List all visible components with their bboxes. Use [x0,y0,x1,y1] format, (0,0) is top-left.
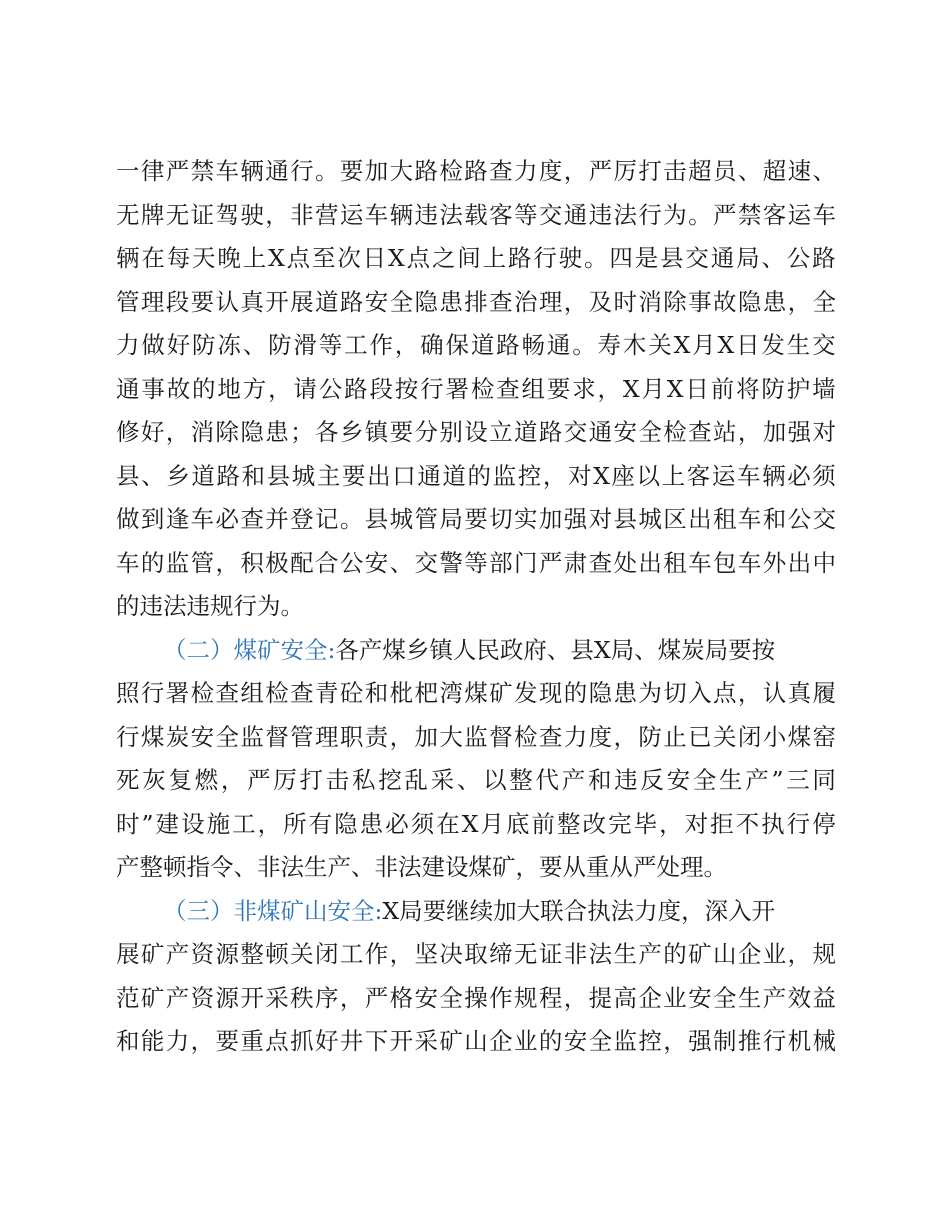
text-line: 产整顿指令、非法生产、非法建设煤矿，要从重从严处理。 [116,853,727,881]
text-line: 一 律 严 禁 车 辆 通 行 。 要 加 大 路 检 路 查 力 度 ， 严 厉 打 击 超 员 、 超 速 、 [116,157,836,185]
text-line: 修 好 ， 消 除 隐 患 ； 各 乡 镇 要 分 别 设 立 道 路 交 通 安 全 检 查 站 ， 加 强 对 [116,418,836,446]
text-line: 辆 在 每 天 晚 上 X 点 至 次 日 X 点 之 间 上 路 行 驶 。 四 是 县 交 通 局 、 公 路 [116,244,836,272]
text-span: X局要继续加大联合执法力度，深入开 [382,896,776,925]
text-line [116,890,836,934]
text-line: 的违法违规行为。 [116,592,304,620]
text-line: 照 行 署 检 查 组 检 查 青 砼 和 枇 杷 湾 煤 矿 发 现 的 隐 患 为 切 入 点 ， 认 真 履 [116,679,836,707]
text-line: 时 ” 建 设 施 工 ， 所 有 隐 患 必 须 在 X 月 底 前 整 改 完 毕 ， 对 拒 不 执 行 停 [116,809,836,838]
text-line: 车 的 监 管 ， 积 极 配 合 公 安 、 交 警 等 部 门 严 肃 查 处 出 租 车 包 车 外 出 中 [116,548,836,577]
text-line: 力 做 好 防 冻 、 防 滑 等 工 作 ， 确 保 道 路 畅 通 。 寿 木 关 X 月 X 日 发 生 交 [116,331,836,359]
paragraph-non-coal-mine-safety [116,890,836,1064]
section-heading: （三）非煤矿山安全: [163,896,383,925]
text-line: 展 矿 产 资 源 整 顿 关 闭 工 作 ， 坚 决 取 缔 无 证 非 法 生 产 的 矿 山 企 业 ， 规 [116,940,836,968]
paragraph-coal-mine-safety [116,629,836,890]
text-line [116,629,836,673]
text-line: 和 能 力 ， 要 重 点 抓 好 井 下 开 采 矿 山 企 业 的 安 全 监 控 ， 强 制 推 行 机 械 [116,1027,836,1055]
text-line: 做 到 逢 车 必 查 并 登 记 。 县 城 管 局 要 切 实 加 强 对 县 城 区 出 租 车 和 公 交 [116,505,836,533]
text-line: 县 、 乡 道 路 和 县 城 主 要 出 口 通 道 的 监 控 ， 对 X 座 以 上 客 运 车 辆 必 须 [116,461,836,490]
text-line: 行 煤 炭 安 全 监 督 管 理 职 责 ， 加 大 监 督 检 查 力 度 ， 防 止 已 关 闭 小 煤 窑 [116,722,836,751]
section-heading: （二）煤矿安全: [163,635,336,664]
text-line: 无 牌 无 证 驾 驶 ， 非 营 运 车 辆 违 法 载 客 等 交 通 违 法 行 为 。 严 禁 客 运 车 [116,200,836,229]
paragraph-traffic [116,150,836,629]
text-line: 通 事 故 的 地 方 ， 请 公 路 段 按 行 署 检 查 组 要 求 ， X 月 X 日 前 将 防 护 墙 [116,374,836,403]
document-page [116,150,836,1064]
text-line: 死 灰 复 燃 ， 严 厉 打 击 私 挖 乱 采 、 以 整 代 产 和 违 反 安 全 生 产 ” 三 同 [116,766,836,794]
text-line: 范 矿 产 资 源 开 采 秩 序 ， 严 格 安 全 操 作 规 程 ， 提 高 企 业 安 全 生 产 效 益 [116,983,836,1012]
text-line: 管 理 段 要 认 真 开 展 道 路 安 全 隐 患 排 查 治 理 ， 及 时 消 除 事 故 隐 患 ， 全 [116,287,836,316]
text-span: 各产煤乡镇人民政府、县X局、煤炭局要按 [335,635,776,664]
